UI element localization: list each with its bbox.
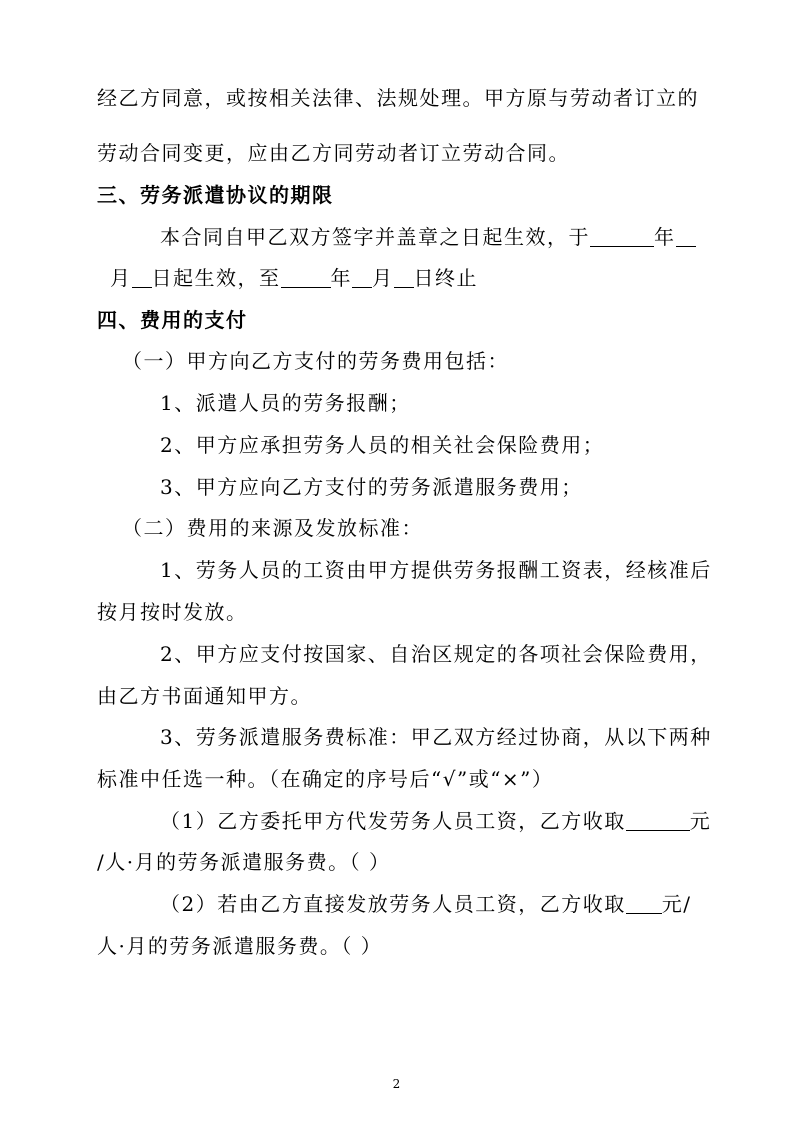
paragraph-line: 标准中任选一种。（在确定的序号后“√”或“×”） xyxy=(97,767,554,791)
paragraph-line: 2、甲方应支付按国家、自治区规定的各项社会保险费用， xyxy=(160,642,712,666)
unit-label: 元/ xyxy=(661,892,692,916)
fill-blank xyxy=(132,267,152,288)
list-item: 1、派遣人员的劳务报酬； xyxy=(160,391,411,415)
paragraph-line: 1、劳务人员的工资由甲方提供劳务报酬工资表，经核准后 xyxy=(160,558,712,582)
unit-label: 元 xyxy=(689,809,712,833)
term-text: 本合同自甲乙双方签字并盖章之日起生效，于 xyxy=(160,225,590,249)
option-text: （2）若由乙方直接发放劳务人员工资，乙方收取 xyxy=(160,892,626,916)
fill-blank xyxy=(590,226,654,247)
paragraph-line: 3、劳务派遣服务费标准：甲乙双方经过协商，从以下两种 xyxy=(160,725,712,749)
option-line xyxy=(160,889,691,919)
option-text: （1）乙方委托甲方代发劳务人员工资，乙方收取 xyxy=(160,809,626,833)
end-text: 日终止 xyxy=(413,266,478,290)
fill-blank xyxy=(626,810,690,831)
paragraph-line: /人·月的劳务派遣服务费。（ ） xyxy=(97,850,391,874)
list-item: 3、甲方应向乙方支付的劳务派遣服务费用； xyxy=(160,475,583,499)
subsection-title: （一）甲方向乙方支付的劳务费用包括： xyxy=(122,349,509,373)
paragraph-line: 经乙方同意，或按相关法律、法规处理。甲方原与劳动者订立的 xyxy=(97,86,699,110)
subsection-title: （二）费用的来源及发放标准： xyxy=(122,516,423,540)
paragraph-line: 由乙方书面通知甲方。 xyxy=(97,684,312,708)
fill-blank xyxy=(281,267,331,288)
list-item: 2、甲方应承担劳务人员的相关社会保险费用； xyxy=(160,433,605,457)
month-label: 月 xyxy=(372,266,394,290)
fill-blank xyxy=(626,893,662,914)
paragraph-line xyxy=(110,263,478,293)
paragraph-line: 劳动合同变更，应由乙方同劳动者订立劳动合同。 xyxy=(97,141,570,165)
effective-text: 日起生效，至 xyxy=(151,266,281,290)
fill-blank xyxy=(352,267,372,288)
month-label: 月 xyxy=(110,266,132,290)
fill-blank xyxy=(676,226,696,247)
section-heading: 四、费用的支付 xyxy=(97,308,248,332)
fill-blank xyxy=(394,267,414,288)
year-label: 年 xyxy=(330,266,352,290)
paragraph-line: 按月按时发放。 xyxy=(97,600,248,624)
section-heading: 三、劳务派遣协议的期限 xyxy=(97,183,334,207)
paragraph-line: 人·月的劳务派遣服务费。（ ） xyxy=(97,934,383,958)
year-label: 年 xyxy=(654,225,676,249)
page-number: 2 xyxy=(392,1077,401,1091)
paragraph-line xyxy=(160,222,696,252)
option-line xyxy=(160,806,711,836)
